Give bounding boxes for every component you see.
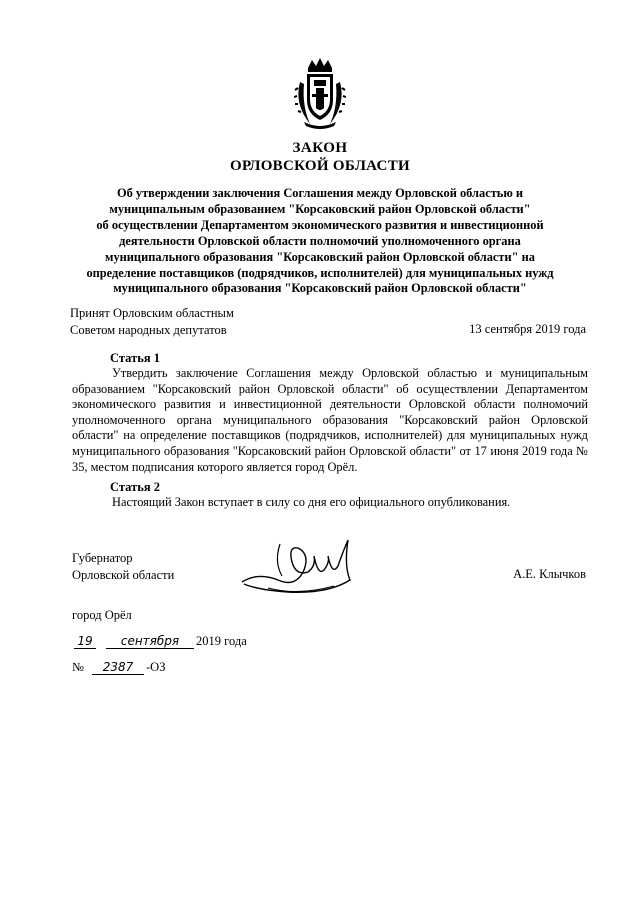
adoption-line: Принят Орловским областным <box>70 306 234 320</box>
signing-day: 19 <box>74 634 96 649</box>
adoption-line: Советом народных депутатов <box>70 322 227 337</box>
coat-of-arms-icon <box>294 58 346 130</box>
article-2-text: Настоящий Закон вступает в силу со дня его официального опубликования. <box>112 495 511 509</box>
law-number-value: 2387 <box>92 660 144 675</box>
document-type: ЗАКОН <box>292 140 348 156</box>
law-subject <box>80 186 560 297</box>
signing-date <box>72 634 272 650</box>
article-1-text: Утвердить заключение Соглашения между Орловской областью и муниципальным образованием "Корсаковский район Орловской области" об осуществлении Департаментом экономического развития и инвестиционной деятельности Орловской области полномочий уполномоченного органа муниципального образования "Корсаковский район Орловской области" на определение поставщиков (подрядчиков, исполнителей) для муниципальных нужд муниципального образования "Корсаковский район Орловской области" от 17 июня 2019 года № 35, местом подписания которого является город Орёл. <box>72 366 588 474</box>
adoption-date: 13 сентября 2019 года <box>469 322 586 336</box>
subject-line: деятельности Орловской области полномочий уполномоченного органа <box>119 233 521 248</box>
subject-line: Об утверждении заключения Соглашения между Орловской областью и <box>116 186 524 200</box>
law-number <box>72 660 272 676</box>
law-number-suffix: -ОЗ <box>146 660 166 674</box>
signing-year: 2019 года <box>196 634 247 648</box>
position-line: Орловской области <box>72 568 175 582</box>
position-line: Губернатор <box>72 551 133 565</box>
adoption-body <box>70 305 234 338</box>
article-2-title: Статья 2 <box>110 480 160 494</box>
subject-line: об осуществлении Департаментом экономического развития и инвестиционной <box>96 217 544 232</box>
subject-line: муниципальным образованием "Корсаковский район Орловской области" <box>109 201 531 216</box>
subject-line: определение поставщиков (подрядчиков, исполнителей) для муниципальных нужд <box>86 265 554 280</box>
signing-city: город Орёл <box>72 608 132 622</box>
signatory-position <box>72 550 174 584</box>
signatory-name: А.Е. Клычков <box>513 567 586 581</box>
subject-line: муниципального образования "Корсаковский район Орловской области" <box>113 281 527 296</box>
issuing-region: ОРЛОВСКОЙ ОБЛАСТИ <box>230 158 410 174</box>
handwritten-signature <box>238 536 358 596</box>
article-1-title: Статья 1 <box>110 351 160 365</box>
number-sign: № <box>72 660 84 674</box>
signing-month: сентября <box>106 634 194 649</box>
subject-line: муниципального образования "Корсаковский район Орловской области" на <box>105 249 535 264</box>
